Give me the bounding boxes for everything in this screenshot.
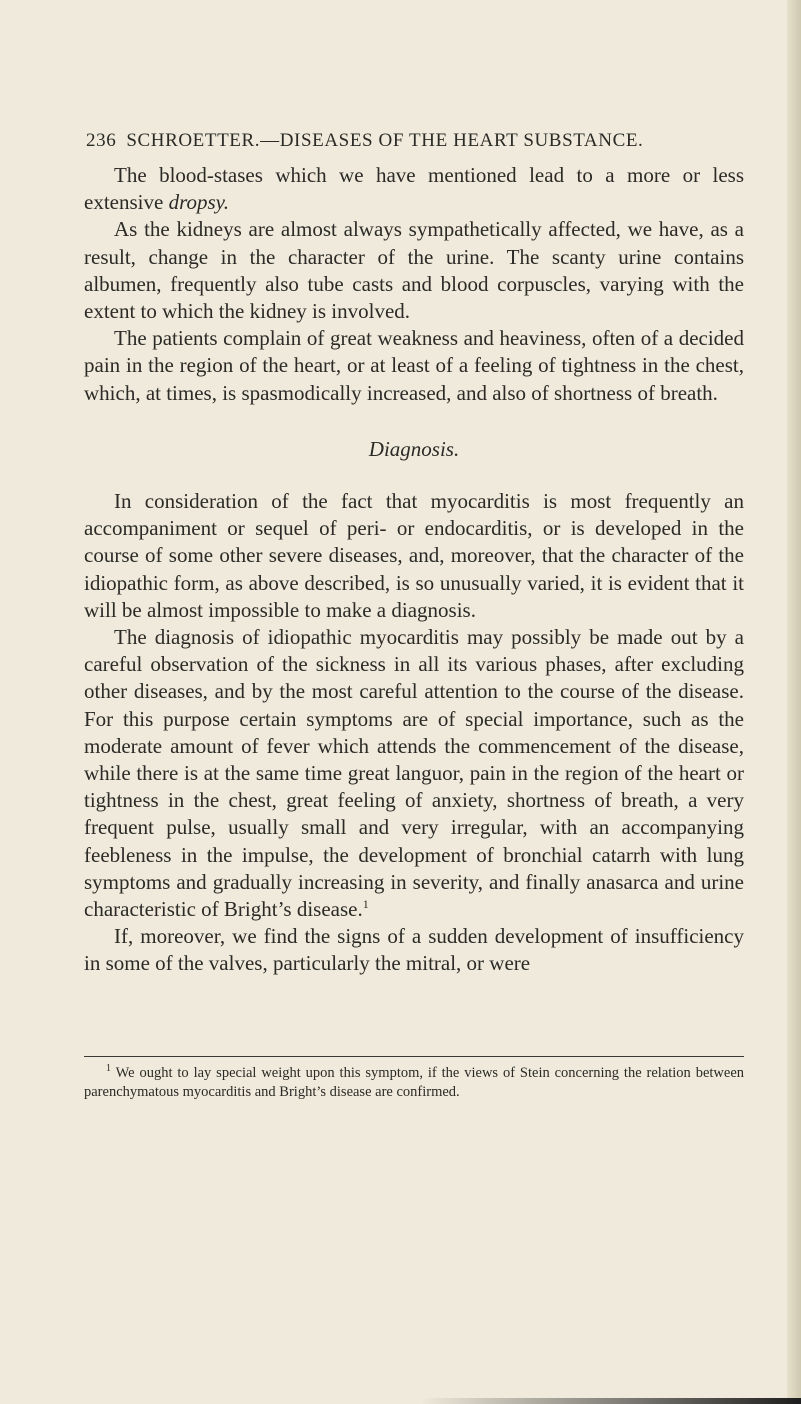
section-heading: Diagnosis. <box>368 436 460 461</box>
paragraph-1 <box>84 162 744 216</box>
paragraph-1-emphasis: dropsy. <box>168 190 230 215</box>
paragraph-6: If, moreover, we find the signs of a sudden development of insufficiency in some of the valves, particularly the mitral, or were <box>84 924 744 976</box>
bottom-shadow <box>420 1398 801 1404</box>
paragraph-5-text: The diagnosis of idiopathic myocarditis may possibly be made out by a careful observation of the sickness in all its various phases, after excluding other diseases, and by the most careful attention to the course of the disease. For this purpose certain symptoms are of special importance, such as the moderate amount of fever which attends the commencement of the disease, while there is at the same time great languor, pain in the region of the heart or tightness in the chest, great feeling of anxiety, shortness of breath, a very frequent pulse, usually small and very irregular, with an accompanying feebleness in the impulse, the development of bronchial catarrh with lung symptoms and gradually increasing in severity, and finally anasarca and urine characteristic of Bright’s disease. <box>84 625 744 922</box>
paragraph-4: In consideration of the fact that myocarditis is most frequently an accompaniment or sequel of peri- or endocarditis, or is developed in the course of some other severe diseases, and, moreover, that the character of the idiopathic form, as above described, is so unusually varied, it is evident that it will be almost impossible to make a diagnosis. <box>84 489 744 622</box>
paragraph-1-text: The blood-stases which we have mentioned lead to a more or less extensive <box>84 163 744 215</box>
paragraph-2: As the kidneys are almost always sympathetically affected, we have, as a result, change in the character of the urine. The scanty urine contains albumen, frequently also tube casts and blood corpuscles, varying with the extent to which the kidney is involved. <box>84 217 744 324</box>
page-number: 236 <box>86 130 117 151</box>
page-edge <box>787 0 801 1404</box>
footnote-reference: 1 <box>362 897 369 912</box>
paragraph-5 <box>84 624 744 923</box>
running-title: SCHROETTER.—DISEASES OF THE HEART SUBSTANCE. <box>126 130 644 151</box>
footnote-mark: 1 <box>106 1063 111 1075</box>
footnote <box>84 1064 744 1102</box>
paragraph-3: The patients complain of great weakness and heaviness, often of a decided pain in the region of the heart, or at least of a feeling of tightness in the chest, which, at times, is spasmodically increased, and also of shortness of breath. <box>84 326 744 405</box>
footnote-text: We ought to lay special weight upon this symptom, if the views of Stein concerning the relation between parenchymatous myocarditis and Bright’s disease are confirmed. <box>84 1065 745 1100</box>
footnote-rule <box>84 1056 744 1057</box>
body-text <box>84 162 744 978</box>
running-head <box>86 130 746 152</box>
